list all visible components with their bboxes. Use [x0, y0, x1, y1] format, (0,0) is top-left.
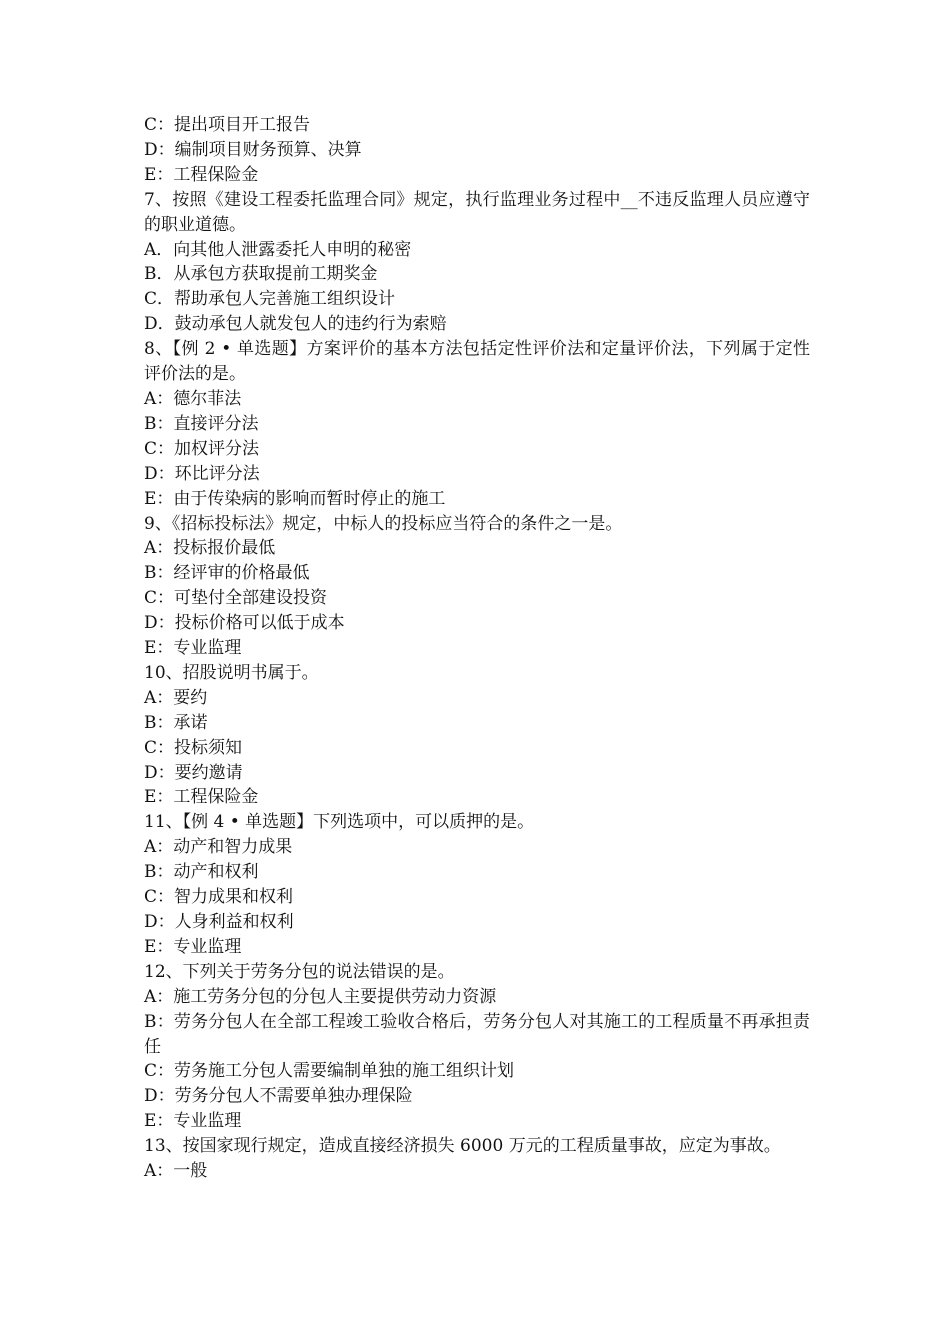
option-line: A：施工劳务分包的分包人主要提供劳动力资源 — [144, 986, 497, 1007]
question-7: 7、按照《建设工程委托监理合同》规定，执行监理业务过程中__不违反监理人员应遵守的职业道德。 — [144, 189, 810, 235]
option-line: D：投标价格可以低于成本 — [144, 613, 345, 634]
option-line: D．鼓动承包人就发包人的违约行为索赔 — [144, 314, 447, 335]
question-8: 8、【例 2 • 单选题】方案评价的基本方法包括定性评价法和定量评价法，下列属于定性评价法的是。 — [144, 339, 810, 385]
option-line: D：人身利益和权利 — [144, 912, 294, 932]
option-line: C．帮助承包人完善施工组织设计 — [144, 289, 396, 310]
option-line: D：编制项目财务预算、决算 — [144, 139, 362, 160]
option-line: B：直接评分法 — [144, 413, 259, 434]
option-line: C：提出项目开工报告 — [144, 115, 311, 135]
option-line: C：投标须知 — [144, 737, 243, 758]
option-line: C：可垫付全部建设投资 — [144, 588, 328, 609]
option-line: E：专业监理 — [144, 936, 242, 957]
question-10: 10、招股说明书属于。 — [144, 662, 319, 683]
option-line: A：要约 — [144, 687, 208, 708]
option-line: E：工程保险金 — [144, 787, 259, 808]
option-line: D：劳务分包人不需要单独办理保险 — [144, 1086, 413, 1107]
option-line: A：动产和智力成果 — [144, 837, 293, 858]
option-line: A．向其他人泄露委托人申明的秘密 — [144, 239, 412, 260]
question-13: 13、按国家现行规定，造成直接经济损失 6000 万元的工程质量事故，应定为事故。 — [144, 1136, 781, 1157]
option-line: A：德尔菲法 — [144, 388, 242, 409]
option-line: E：专业监理 — [144, 1111, 242, 1132]
option-line: B：经评审的价格最低 — [144, 563, 310, 584]
option-line: C：智力成果和权利 — [144, 887, 294, 908]
option-line: E：由于传染病的影响而暂时停止的施工 — [144, 488, 446, 509]
option-line: C：加权评分法 — [144, 438, 260, 459]
option-line: B：劳务分包人在全部工程竣工验收合格后，劳务分包人对其施工的工程质量不再承担责任 — [144, 1011, 810, 1057]
option-line: E：工程保险金 — [144, 164, 259, 185]
option-line: B：动产和权利 — [144, 862, 259, 883]
option-line: A：一般 — [144, 1161, 208, 1182]
option-line: B．从承包方获取提前工期奖金 — [144, 264, 378, 285]
option-line: D：环比评分法 — [144, 463, 260, 484]
question-9: 9、《招标投标法》规定，中标人的投标应当符合的条件之一是。 — [144, 513, 623, 534]
question-11: 11、【例 4 • 单选题】下列选项中，可以质押的是。 — [144, 812, 535, 833]
question-12: 12、下列关于劳务分包的说法错误的是。 — [144, 961, 455, 982]
option-line: B：承诺 — [144, 712, 208, 733]
option-line: A：投标报价最低 — [144, 538, 276, 559]
option-line: D：要约邀请 — [144, 762, 243, 783]
option-line: E：专业监理 — [144, 638, 242, 659]
option-line: C：劳务施工分包人需要编制单独的施工组织计划 — [144, 1061, 515, 1082]
document-page — [144, 113, 810, 1184]
